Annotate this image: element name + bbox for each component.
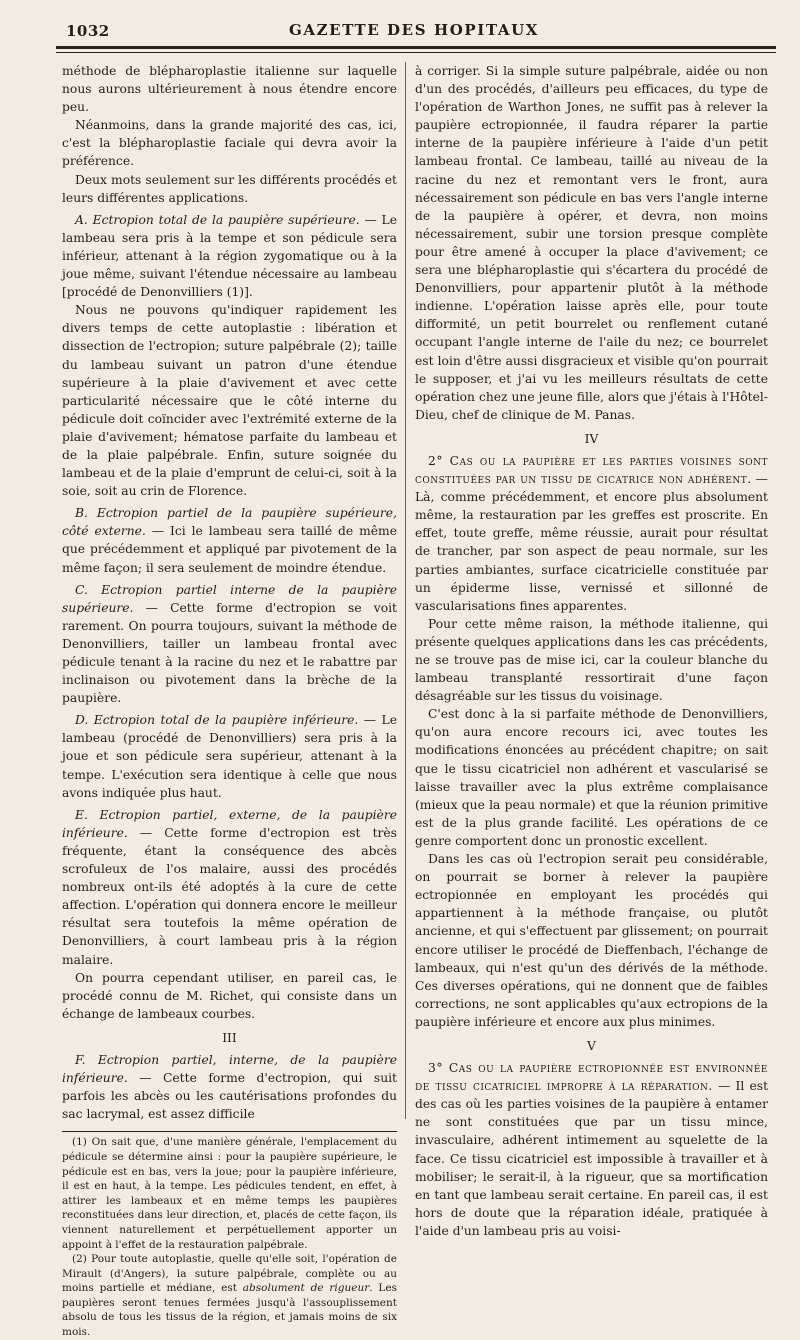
right-column: [415, 62, 769, 1238]
section-a-paragraph: [62, 211, 397, 301]
section-a-text: — Le lambeau sera pris à la tempe et son pédicule sera inférieur, attenant à la région zygomatique ou à la joue même, suivant l'étendue nécessaire au lambeau [procédé de Denonvilliers (1)].: [62, 212, 397, 300]
paragraph: méthode de blépharoplastie italienne sur laquelle nous aurons ultérieurement à nous étendre encore peu.: [62, 64, 397, 115]
case-2-text: — Là, comme précédemment, et encore plus absolument même, la restauration par les greffes est proscrite. En effet, toute greffe, même réussie, aurait pour résultat de trancher, par son aspect de peau normale, sur les parties ambiantes, surface cicatricielle constituée par un épiderme lisse, vernissé et sillonné de vascularisations fines apparentes.: [415, 472, 768, 613]
section-number: IV: [584, 431, 599, 446]
case-3-heading: 3° Cas ou la paupière ectropionnée est environnée de tissu cicatriciel impropre à la réparation.: [415, 1061, 768, 1094]
section-b-title: B. Ectropion partiel de la paupière supérieure, côté externe.: [62, 506, 397, 539]
footnote-2-text: (2) Pour toute autoplastie, quelle qu'elle soit, l'opération de Mirault (d'Angers), la suture palpébrale, complète ou au moins partielle et médiane, est: [62, 1253, 397, 1295]
footnote-2-text-end: . Les paupières seront tenues fermées jusqu'à l'assouplissement absolu de tous les tissus de la région, et jamais moins de six mois.: [62, 1282, 397, 1339]
column-divider: [405, 62, 406, 1119]
section-d-title: D. Ectropion total de la paupière inférieure.: [75, 713, 359, 728]
case-2-paragraph: [415, 452, 768, 615]
left-column: [62, 62, 397, 1339]
section-e-text: — Cette forme d'ectropion est très fréquente, étant la conséquence des abcès scrofuleux de l'os malaire, aussi des procédés nombreux ont-ils été adoptés à la cure de cette affection. L'opération qui donnera encore le meilleur résultat sera toutefois la même opération de Denonvilliers, à court lambeau pris à la région malaire.: [62, 825, 397, 967]
footnote-1: (1) On sait que, d'une manière générale, l'emplacement du pédicule se détermine ainsi : pour la paupière supérieure, le pédicule est en bas, vers la joue; pour la paupière inférieure, il est en haut, à la tempe. Les pédicules tendent, en effet, à attirer les lambeaux et en même temps les paupières reconstituées dans leur direction, et, placés de cette façon, ils viennent naturellement et perpétuellement apporter un appoint à l'effet de la restauration palpébrale.: [62, 1136, 397, 1251]
section-f-paragraph: [62, 1051, 397, 1123]
section-number: III: [222, 1030, 237, 1045]
section-number: V: [587, 1038, 596, 1053]
case-3-text: — Il est des cas où les parties voisines de la paupière à entamer ne sont constituées que par un tissu mince, invasculaire, adhérent intimement au squelette de la face. Ce tissu cicatriciel est impossible à travailler et à mobiliser; le serait-il, à la rigueur, que sa mortification en tant que lambeau serait certaine. En pareil cas, il est hors de doute que la réparation idéale, pratiquée à l'aide d'un lambeau pris au voisi-: [415, 1079, 769, 1238]
section-e-paragraph: [62, 806, 397, 969]
footnote-2: [62, 1252, 397, 1340]
case-3-paragraph: [415, 1059, 768, 1240]
section-e-title: E. Ectropion partiel, externe, de la paupière inférieure.: [62, 807, 397, 840]
header-rule-thick: [56, 46, 776, 49]
paragraph: Pour cette même raison, la méthode italienne, qui présente quelques applications dans les cas précédents, ne se trouve pas de mise ici, car la couleur blanche du lambeau transplanté ressortirait d'une façon désagréable sur les tissus du voisinage.: [415, 616, 768, 704]
paragraph: à corriger. Si la simple suture palpébrale, aidée ou non d'un des procédés, d'ailleurs peu efficaces, du type de l'opération de Warthon Jones, ne suffit pas à relever la paupière ectropionnée, il faudra réparer la partie interne de la paupière inférieure à l'aide d'un petit lambeau frontal. Ce lambeau, taillé au niveau de la racine du nez et remontant vers le front, aura nécessairement son pédicule en bas vers l'angle interne de la paupière à opérer, et devra, non moins nécessairement, subir une torsion presque complète pour être amené à occuper la place d'avivement; ce sera une blépharoplastie qui s'écartera du procédé de Denonvilliers, pour appartenir plutôt à la méthode indienne. L'opération laisse après elle, pour toute difformité, un petit bourrelet ou renflement cutané occupant l'angle interne de l'aile du nez; ce bourrelet est loin d'être aussi disgracieux et visible qu'on pourrait le supposer, et j'ai vu les meilleurs résultats de cette opération chez une jeune fille, alors que j'étais à l'Hôtel-Dieu, chef de clinique de M. Panas.: [415, 64, 768, 422]
paragraph: Nous ne pouvons qu'indiquer rapidement les divers temps de cette autoplastie : libération et dissection de l'ectropion; suture palpébrale (2); taille du lambeau suivant un patron d'une étendue supérieure à la plaie d'avivement et avec cette particularité nécessaire que le côté interne du pédicule doit coïncider avec l'extrémité externe de la plaie d'avivement; hématose parfaite du lambeau et de la plaie palpébrale. Enfin, suture soignée du lambeau et de la plaie d'emprunt de celui-ci, soit à la soie, soit au crin de Florence.: [62, 303, 397, 499]
section-b-text: — Ici le lambeau sera taillé de même que précédemment et appliqué par pivotement de la même façon; il sera seulement de moindre étendue.: [62, 524, 397, 575]
paragraph: Néanmoins, dans la grande majorité des cas, ici, c'est la blépharoplastie faciale qui devra avoir la préférence.: [62, 118, 397, 169]
section-c-text: — Cette forme d'ectropion se voit rarement. On pourra toujours, suivant la méthode de Denonvilliers, tailler un lambeau frontal avec pédicule tenant à la racine du nez et le rabattre par inclinaison ou pivotement dans la brèche de la paupière.: [62, 600, 397, 706]
section-b-paragraph: [62, 504, 397, 576]
section-c-paragraph: [62, 581, 397, 708]
paragraph: Dans les cas où l'ectropion serait peu considérable, on pourrait se borner à relever la paupière ectropionnée en employant les procédés qui appartiennent à la méthode française, ou plutôt ancienne, et qui s'effectuent par glissement; on pourrait encore utiliser le procédé de Dieffenbach, l'échange de lambeaux, qui n'est qu'un des dérivés de la méthode. Ces diverses opérations, qui ne donnent que de faibles corrections, ne sont applicables qu'aux ectropions de la paupière inférieure et encore aux plus minimes.: [415, 852, 768, 1029]
section-f-title: F. Ectropion partiel, interne, de la paupière inférieure.: [62, 1052, 397, 1086]
paragraph: Deux mots seulement sur les différents procédés et leurs différentes applications.: [62, 172, 397, 205]
case-2-heading: 2° Cas ou la paupière et les parties voisines sont constituées par un tissu de cicatrice non adhérent.: [415, 453, 768, 487]
section-c-title: C. Ectropion partiel interne de la paupière supérieure.: [62, 582, 397, 615]
section-d-text: — Le lambeau (procédé de Denonvilliers) sera pris à la joue et son pédicule sera supérieur, attenant à la tempe. L'exécution sera identique à celle que nous avons indiquée plus haut.: [62, 713, 397, 800]
journal-title: GAZETTE DES HOPITAUX: [288, 21, 539, 39]
page-header: [48, 16, 780, 46]
footnote-rule: [62, 1131, 397, 1132]
paragraph: On pourra cependant utiliser, en pareil cas, le procédé connu de M. Richet, qui consiste dans un échange de lambeaux courbes.: [62, 970, 397, 1021]
section-f-text: — Cette forme d'ectropion, qui suit parfois les abcès ou les cautérisations profondes du sac lacrymal, est assez difficile: [62, 1071, 397, 1122]
section-d-paragraph: [62, 711, 397, 801]
section-a-title: A. Ectropion total de la paupière supérieure.: [75, 212, 360, 227]
footnote-2-emphasis: absolument de rigueur: [242, 1282, 370, 1295]
header-rule-thin: [56, 52, 776, 53]
paragraph: C'est donc à la si parfaite méthode de Denonvilliers, qu'on aura encore recours ici, avec toutes les modifications énoncées au précédent chapitre; on sait que le tissu cicatriciel non adhérent et vascularisé se laisse travailler avec la plus extrême complaisance (mieux que la peau normale) et que la réunion primitive est de la plus grande facilité. Les opérations de ce genre comportent donc un pronostic excellent.: [415, 707, 768, 848]
page-number: 1032: [66, 22, 110, 40]
